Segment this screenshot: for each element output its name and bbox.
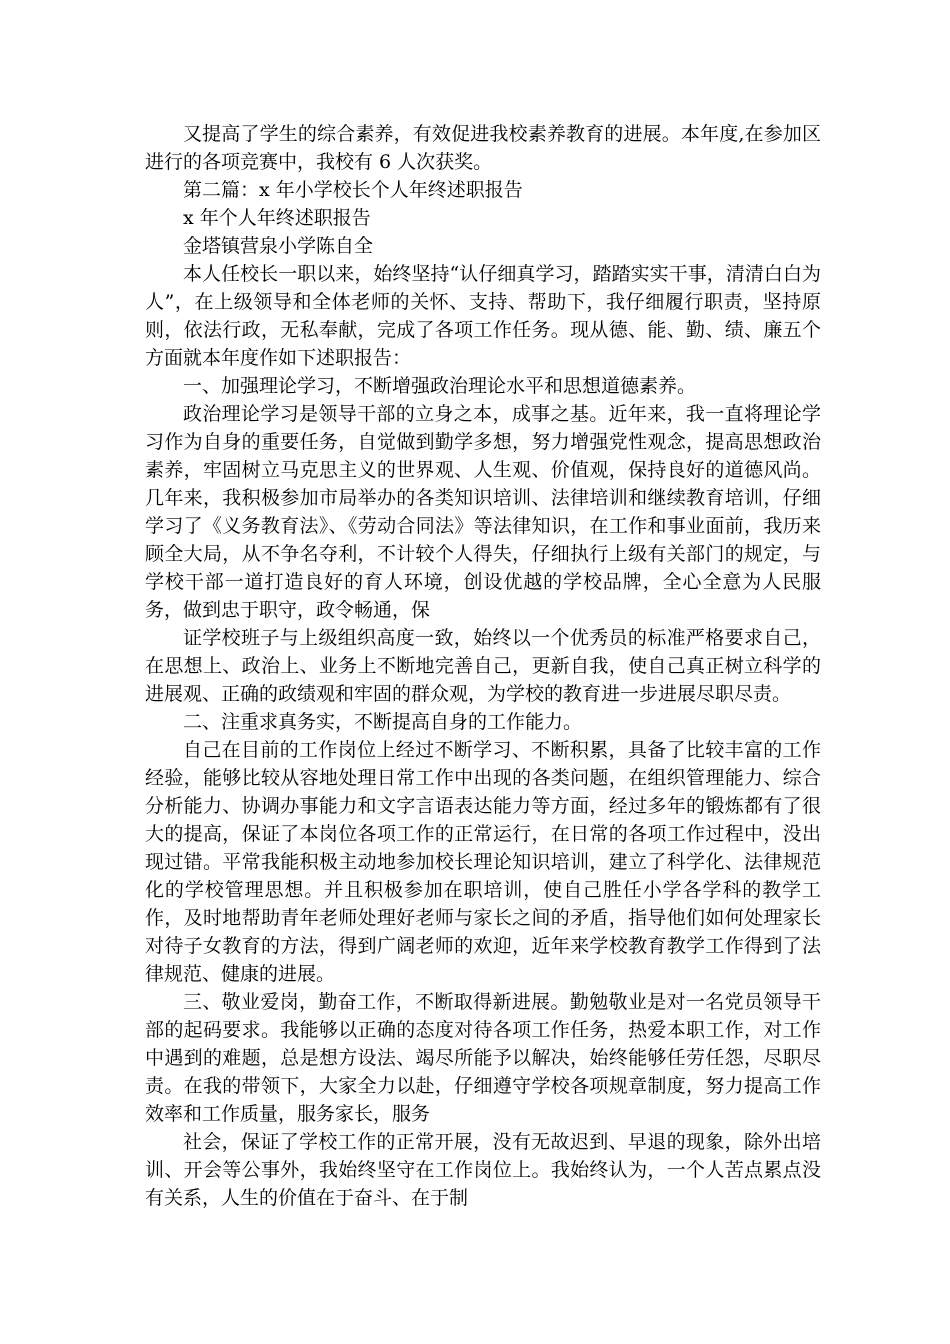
paragraph: 又提高了学生的综合素养，有效促进我校素养教育的进展。本年度,在参加区进行的各项竞赛中，我校有 6 人次获奖。 [145,123,821,173]
heading-one: 一、加强理论学习，不断增强政治理论水平和思想道德素养。 [183,375,697,397]
heading-three-paragraph: 三、敬业爱岗，勤奋工作，不断取得新进展。勤勉敬业是对一名党员领导干部的起码要求。我能够以正确的态度对待各项工作任务，热爱本职工作，对工作中遇到的难题，总是想方设法、竭尽所能予以解决，始终能够任劳任怨，尽职尽责。在我的带领下，大家全力以赴，仔细遵守学校各项规章制度，努力提高工作效率和工作质量，服务家长，服务 [145,991,821,1125]
paragraph: 自己在目前的工作岗位上经过不断学习、不断积累，具备了比较丰富的工作经验，能够比较从容地处理日常工作中出现的各类问题，在组织管理能力、综合分析能力、协调办事能力和文字言语表达能力等方面，经过多年的锻炼都有了很大的提高，保证了本岗位各项工作的正常运行，在日常的各项工作过程中，没出现过错。平常我能积极主动地参加校长理论知识培训，建立了科学化、法律规范化的学校管理思想。并且积极参加在职培训，使自己胜任小学各学科的教学工作，及时地帮助青年老师处理好老师与家长之间的矛盾，指导他们如何处理家长对待子女教育的方法，得到广阔老师的欢迎，近年来学校教育教学工作得到了法律规范、健康的进展。 [145,739,821,985]
report-title: x 年个人年终述职报告 [183,207,371,229]
paragraph: 证学校班子与上级组织高度一致，始终以一个优秀员的标准严格要求自己，在思想上、政治上、业务上不断地完善自己，更新自我，使自己真正树立科学的进展观、正确的政绩观和牢固的群众观，为学校的教育进一步进展尽职尽责。 [145,627,821,705]
paragraph: 社会，保证了学校工作的正常开展，没有无故迟到、早退的现象，除外出培训、开会等公事外，我始终坚守在工作岗位上。我始终认为，一个人苦点累点没有关系，人生的价值在于奋斗、在于制 [145,1131,821,1209]
document-page [145,120,821,1212]
paragraph: 政治理论学习是领导干部的立身之本，成事之基。近年来，我一直将理论学习作为自身的重要任务，自觉做到勤学多想，努力增强党性观念，提高思想政治素养，牢固树立马克思主义的世界观、人生观、价值观，保持良好的道德风尚。几年来，我积极参加市局举办的各类知识培训、法律培训和继续教育培训，仔细学习了《义务教育法》、《劳动合同法》等法律知识，在工作和事业面前，我历来顾全大局，从不争名夺利，不计较个人得失，仔细执行上级有关部门的规定，与学校干部一道打造良好的育人环境，创设优越的学校品牌，全心全意为人民服务，做到忠于职守，政令畅通，保 [145,403,821,621]
heading-two: 二、注重求真务实，不断提高自身的工作能力。 [183,711,583,733]
paragraph: 本人任校长一职以来，始终坚持“认仔细真学习，踏踏实实干事，清清白白为人”，在上级领导和全体老师的关怀、支持、帮助下，我仔细履行职责，坚持原则，依法行政，无私奉献，完成了各项工作任务。现从德、能、勤、绩、廉五个方面就本年度作如下述职报告： [145,263,821,369]
author-line: 金塔镇营泉小学陈自全 [183,235,374,257]
section-title: 第二篇：x 年小学校长个人年终述职报告 [183,179,523,201]
